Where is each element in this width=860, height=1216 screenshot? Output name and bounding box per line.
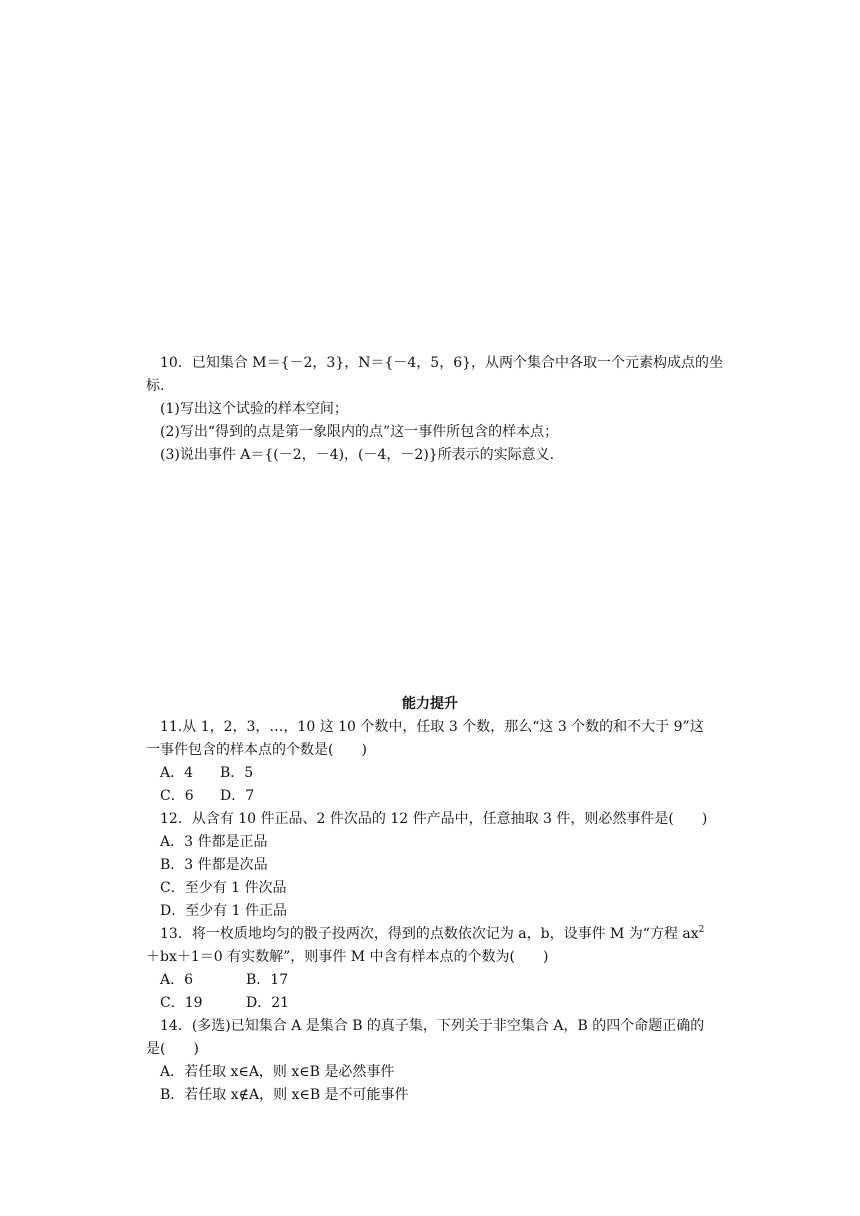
q13-exponent: 2 bbox=[698, 925, 705, 935]
section-title: 能力提升 bbox=[402, 696, 458, 712]
q10-stem-line1: 10．已知集合 M＝{－2，3}，N＝{－4，5，6}，从两个集合中各取一个元素构成点的坐 bbox=[160, 355, 724, 371]
q11-option-d: D．7 bbox=[220, 788, 255, 804]
q12-stem: 12．从含有 10 件正品、2 件次品的 12 件产品中，任意抽取 3 件，则必然事件是( ) bbox=[160, 811, 708, 827]
q13-stem-line2: ＋bx＋1＝0 有实数解”，则事件 M 中含有样本点的个数为( ) bbox=[146, 949, 549, 965]
q12-option-b: B．3 件都是次品 bbox=[160, 857, 268, 873]
q13-option-d: D．21 bbox=[246, 995, 290, 1011]
q11-stem-line1: 11.从 1，2，3，…，10 这 10 个数中，任取 3 个数，那么“这 3 个数的和不大于 9”这 bbox=[160, 719, 704, 735]
q14-option-b: B．若任取 x∉A，则 x∈B 是不可能事件 bbox=[160, 1087, 409, 1103]
q14-stem-line2: 是( ) bbox=[146, 1041, 199, 1057]
q11-option-b: B．5 bbox=[220, 765, 254, 781]
q10-subquestion-2: (2)写出“得到的点是第一象限内的点”这一事件所包含的样本点； bbox=[160, 424, 559, 440]
q12-option-a: A．3 件都是正品 bbox=[160, 834, 268, 850]
q10-stem-line2: 标. bbox=[146, 378, 165, 394]
q14-stem-line1: 14．(多选)已知集合 A 是集合 B 的真子集，下列关于非空集合 A，B 的四个命题正确的 bbox=[160, 1018, 705, 1034]
q11-option-a: A．4 bbox=[160, 765, 194, 781]
q10-subquestion-3: (3)说出事件 A＝{(－2，－4)，(－4，－2)}所表示的实际意义. bbox=[160, 447, 555, 463]
q11-stem-line2: 一事件包含的样本点的个数是( ) bbox=[146, 742, 367, 758]
q12-option-d: D．至少有 1 件正品 bbox=[160, 903, 288, 919]
q13-option-b: B．17 bbox=[246, 972, 289, 988]
q12-option-c: C．至少有 1 件次品 bbox=[160, 880, 287, 896]
q14-option-a: A．若任取 x∈A，则 x∈B 是必然事件 bbox=[160, 1064, 395, 1080]
q13-stem-line1-text: 13．将一枚质地均匀的骰子投两次，得到的点数依次记为 a，b，设事件 M 为“方程 ax bbox=[160, 926, 699, 942]
q13-option-c: C．19 bbox=[160, 995, 203, 1011]
q13-stem-line1 bbox=[160, 923, 704, 945]
q11-option-c: C．6 bbox=[160, 788, 194, 804]
q10-subquestion-1: (1)写出这个试验的样本空间； bbox=[160, 401, 348, 417]
q13-option-a: A．6 bbox=[160, 972, 194, 988]
